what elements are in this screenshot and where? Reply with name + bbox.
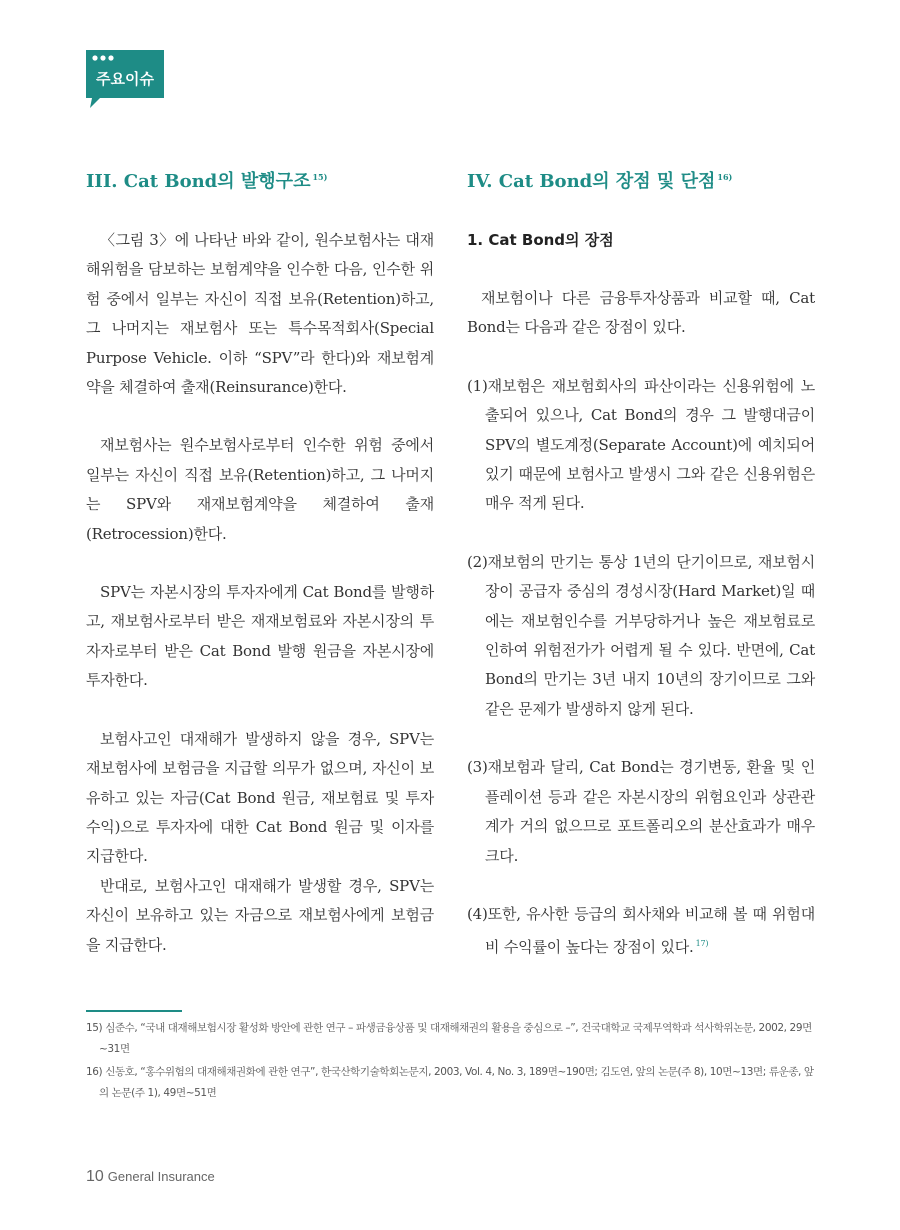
paragraph: 반대로, 보험사고인 대재해가 발생할 경우, SPV는 자신이 보유하고 있는 자금으로 재보험사에게 보험금을 지급한다. <box>86 876 434 954</box>
footnote-ref-15[interactable]: 15) <box>312 172 328 182</box>
subheading: 1. Cat Bond의 장점 <box>467 231 614 249</box>
paragraph: 〈그림 3〉에 나타난 바와 같이, 원수보험사는 대재해위험을 담보하는 보험계약을 인수한 다음, 인수한 위험 중에서 일부는 자신이 직접 보유(Retention)하고, 그 나머지는 재보험사 또는 특수목적회사(Special Purpose Vehicle. 이하 “SPV”라 한다)와 재보험계약을 체결하여 출재(Reinsurance)한다. <box>86 231 434 397</box>
right-column <box>467 163 815 963</box>
intro-paragraph: 재보험이나 다른 금융투자상품과 비교할 때, Cat Bond는 다음과 같은 장점이 있다. <box>467 289 815 337</box>
list-item: (1)재보험은 재보험회사의 파산이라는 신용위험에 노출되어 있으나, Cat Bond의 경우 그 발행대금이 SPV의 별도계정(Separate Account)에 예치되어 있기 때문에 보험사고 발생시 그와 같은 신용위험은 매우 적게 된다. <box>467 376 815 513</box>
left-column <box>86 163 434 960</box>
footnote-divider <box>86 1010 182 1012</box>
footnote-16: 16) 신동호, “홍수위험의 대재해채권화에 관한 연구”, 한국산학기술학회논문지, 2003, Vol. 4, No. 3, 189면~190면; 김도연, 앞의 논문(주 8), 10면~13면; 류운종, 앞의 논문(주 1), 49면~51면 <box>86 1066 814 1099</box>
paragraph: 보험사고인 대재해가 발생하지 않을 경우, SPV는 재보험사에 보험금을 지급할 의무가 없으며, 자신이 보유하고 있는 자금(Cat Bond 원금, 재보험료 및 투자수익)으로 투자자에 대한 Cat Bond 원금 및 이자를 지급한다. <box>86 729 434 866</box>
paragraph: 재보험사는 원수보험사로부터 인수한 위험 중에서 일부는 자신이 직접 보유(Retention)하고, 그 나머지는 SPV와 재재보험계약을 체결하여 출재(Retrocession)한다. <box>86 436 434 543</box>
footnote-ref-17[interactable]: 17) <box>695 939 709 949</box>
badge-label: 주요이슈 <box>96 70 154 88</box>
page-number: 10 <box>86 1168 104 1185</box>
section-title-pros-cons: IV. Cat Bond의 장점 및 단점 $^{16)}$ <box>467 171 733 192</box>
footnotes <box>86 1018 816 1106</box>
list-item: (4)또한, 유사한 등급의 회사채와 비교해 볼 때 위험대비 수익률이 높다는 장점이 있다. $^{17)}$ <box>467 904 815 957</box>
list-item: (3)재보험과 달리, Cat Bond는 경기변동, 환율 및 인플레이션 등과 같은 자본시장의 위험요인과 상관관계가 거의 없으므로 포트폴리오의 분산효과가 매우 크다. <box>467 758 815 865</box>
paragraph: SPV는 자본시장의 투자자에게 Cat Bond를 발행하고, 재보험사로부터 받은 재재보험료와 자본시장의 투자자로부터 받은 Cat Bond 발행 원금을 자본시장에 투자한다. <box>86 583 434 690</box>
footnote-15: 15) 심준수, “국내 대재해보험시장 활성화 방안에 관한 연구 – 파생금융상품 및 대재해채권의 활용을 중심으로 –”, 건국대학교 국제무역학과 석사학위논문, 2002, 29면~31면 <box>86 1022 812 1055</box>
list-item: (2)재보험의 만기는 통상 1년의 단기이므로, 재보험시장이 공급자 중심의 경성시장(Hard Market)일 때에는 재보험인수를 거부당하거나 높은 재보험료로 인하여 위험전가가 어렵게 될 수 있다. 반면에, Cat Bond의 만기는 3년 내지 10년의 장기이므로 그와 같은 문제가 발생하지 않게 된다. <box>467 552 815 718</box>
section-badge <box>86 50 164 108</box>
section-title-structure: III. Cat Bond의 발행구조 $^{15)}$ <box>86 171 328 192</box>
page-footer <box>86 1168 215 1186</box>
magazine-name: General Insurance <box>107 1169 215 1184</box>
footnote-ref-16[interactable]: 16) <box>717 172 733 182</box>
